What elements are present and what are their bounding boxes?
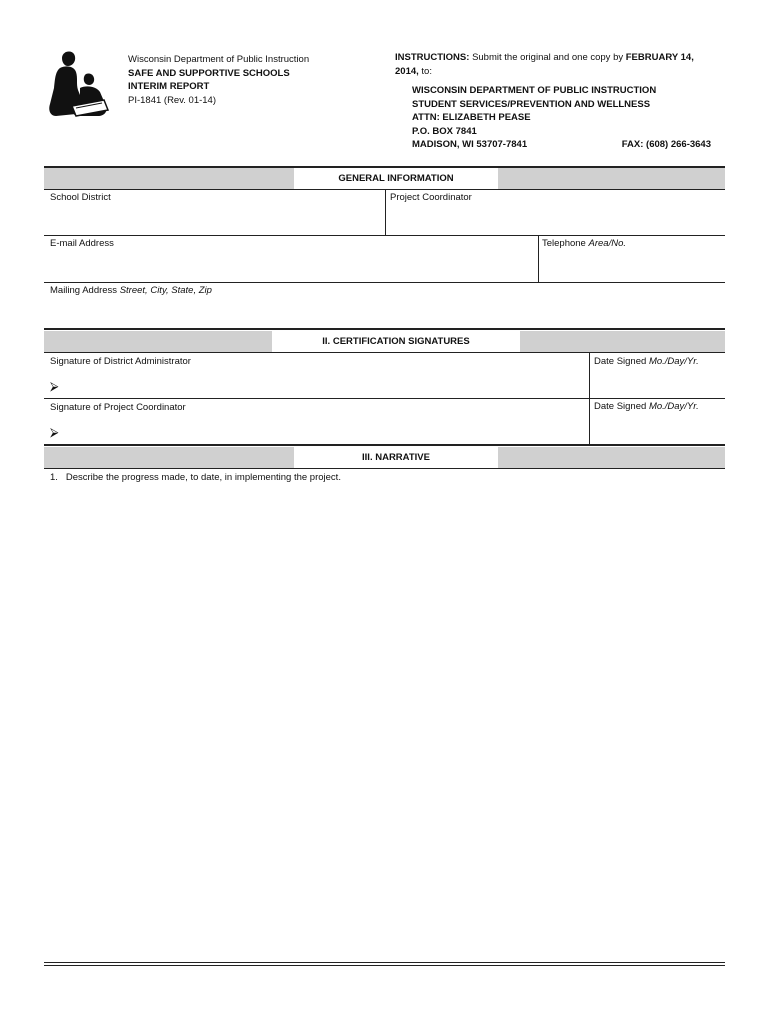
- email-field[interactable]: E-mail Address: [50, 238, 114, 249]
- narrative-response-area[interactable]: [44, 486, 725, 956]
- section-bar-general: [44, 168, 725, 189]
- adult-reading-to-child-logo: [46, 50, 112, 120]
- divider: [44, 352, 725, 353]
- date-signed-hint: Mo./Day/Yr.: [648, 356, 699, 367]
- address-line-1: WISCONSIN DEPARTMENT OF PUBLIC INSTRUCTION: [412, 85, 657, 96]
- divider: [44, 398, 725, 399]
- divider: [44, 235, 725, 236]
- section-title-narrative: III. NARRATIVE: [294, 447, 498, 468]
- footer-rule: [44, 965, 725, 966]
- divider: [538, 235, 539, 282]
- fax-number: FAX: (608) 266-3643: [621, 139, 711, 150]
- narrative-question-1: 1. Describe the progress made, to date, in implementing the project.: [50, 472, 341, 483]
- date-signed-label: Date Signed: [594, 356, 647, 367]
- signature-district-administrator-field[interactable]: Signature of District Administrator: [50, 356, 191, 367]
- divider: [44, 444, 725, 446]
- divider: [44, 468, 725, 469]
- signature-arrow-icon: ⮚: [50, 425, 59, 439]
- divider: [385, 189, 386, 235]
- instructions-to: to:: [421, 65, 432, 77]
- mailing-address-label: Mailing Address: [50, 285, 118, 296]
- form-header: [128, 53, 368, 107]
- instructions-label: INSTRUCTIONS:: [395, 52, 470, 63]
- agency-name: Wisconsin Department of Public Instruction: [128, 54, 310, 65]
- instructions: [395, 51, 725, 78]
- date-signed-label: Date Signed: [594, 401, 647, 412]
- section-title-general: GENERAL INFORMATION: [294, 168, 498, 189]
- divider: [44, 282, 725, 283]
- address-line-2: STUDENT SERVICES/PREVENTION AND WELLNESS: [412, 98, 651, 110]
- telephone-field[interactable]: [542, 238, 626, 250]
- instructions-text: Submit the original and one copy by: [472, 52, 624, 63]
- divider: [44, 328, 725, 330]
- signature-project-coordinator-field[interactable]: Signature of Project Coordinator: [50, 402, 186, 413]
- footer-rule: [44, 962, 725, 963]
- section-title-certification: II. CERTIFICATION SIGNATURES: [272, 331, 520, 352]
- telephone-label: Telephone: [542, 238, 586, 249]
- address-line-3: ATTN: ELIZABETH PEASE: [412, 112, 531, 123]
- project-coordinator-field[interactable]: Project Coordinator: [390, 192, 472, 203]
- date-signed-hint: Mo./Day/Yr.: [648, 401, 699, 412]
- program-name: SAFE AND SUPPORTIVE SCHOOLS: [128, 67, 290, 79]
- mailing-address-hint: Street, City, State, Zip: [119, 285, 212, 296]
- instructions-deadline-year: 2014,: [395, 65, 419, 77]
- form-number: PI-1841 (Rev. 01-14): [128, 94, 217, 106]
- signature-arrow-icon: ⮚: [50, 379, 59, 393]
- school-district-field[interactable]: School District: [50, 192, 111, 203]
- address-line-4: P.O. BOX 7841: [412, 125, 477, 137]
- telephone-hint: Area/No.: [588, 238, 626, 249]
- mailing-address-block: [412, 84, 722, 152]
- address-line-5: MADISON, WI 53707-7841: [412, 139, 528, 150]
- section-bar-narrative: [44, 447, 725, 468]
- report-title: INTERIM REPORT: [128, 81, 210, 92]
- instructions-deadline: FEBRUARY 14,: [625, 52, 694, 63]
- mailing-address-field[interactable]: [50, 285, 212, 297]
- section-bar-certification: [44, 331, 725, 352]
- date-signed-admin-field[interactable]: [594, 356, 699, 368]
- date-signed-coordinator-field[interactable]: [594, 401, 699, 413]
